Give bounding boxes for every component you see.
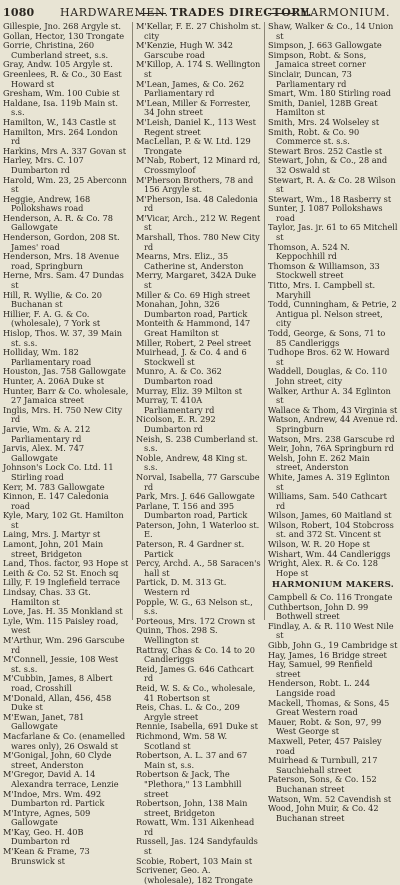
directory-entry: Heggie, Andrew, 168 Pollokshaws road [3, 193, 91, 214]
directory-entry: Johnson's Lock Co. Ltd. 11 Stirling road [3, 462, 114, 482]
directory-entry: Robertson & Jack, The "Plethora," 13 Lambhill street [136, 769, 242, 799]
directory-entry: Monahan, John, 326 Dumbarton road, Partick [136, 299, 248, 319]
directory-entry: Laing, Mrs. J. Martyr st [3, 529, 101, 540]
directory-entry: Lindsay, Chas. 33 Gt. Hamilton st [3, 587, 91, 607]
directory-entry: Henderson, Gordon, 208 St. James' road [3, 232, 120, 252]
directory-entry: Harkins, Mrs A. 337 Govan st [3, 145, 126, 156]
directory-entry: Titto, Mrs. I. Campbell st. Maryhill [268, 280, 376, 300]
directory-entry: Paterson, John, 1 Waterloo st. E. [136, 519, 260, 540]
directory-entry: Paterson, Sons, & Co. 152 Buchanan street [268, 774, 377, 794]
directory-entry: Hay, Samuel, 99 Renfield street [268, 659, 373, 679]
directory-entry: Hay, James, 16 Bridge street [268, 649, 387, 660]
directory-entry: Stewart, John, & Co., 28 and 32 Oswald st [268, 155, 388, 175]
directory-entry: Inglis, Mrs. H. 750 New City rd [3, 404, 123, 425]
directory-entry: Sinclair, Duncan, 73 Parliamentary rd [268, 68, 352, 89]
directory-entry: Findlay, A. & R. 110 West Nile st [268, 620, 394, 641]
directory-entry: Thomson & Williamson, 33 Stockwell street [268, 260, 380, 281]
directory-entry: Gorrie, Christina, 260 Cumberland street, s.s. [3, 40, 109, 60]
directory-entry: Hislop, Thos. W. 37, 39 Main st. s.s. [3, 328, 123, 348]
directory-entry: Walker, Arthur A. 34 Eglinton st [268, 385, 391, 406]
directory-entry: Murray, Eliz. 39 Milton st [136, 385, 243, 396]
directory-entry: Williams, Sam. 540 Cathcart rd [268, 491, 387, 511]
directory-entry: Wilson, Robert, 104 Stobcross st. and 372 St. Vincent st [268, 519, 394, 540]
directory-entry: Stewart, Wm., 18 Rasberry st [268, 193, 392, 204]
directory-entry: Nicolson, E. R. 292 Dumbarton rd [136, 414, 216, 434]
directory-entry: Hillier, F. A. G. & Co. (wholesale), 7 York st [3, 308, 101, 329]
directory-entry: Sunter, J. 1087 Pollokshaws road [268, 203, 383, 223]
directory-entry: Smith, Daniel, 128B Great Hamilton st [268, 97, 378, 118]
directory-entry: M'Gregor, David A. 14 Alexandra terrace, Lenzie [3, 769, 119, 789]
directory-entry: Robertson, A. L. 37 and 67 Main st, s.s. [136, 750, 248, 770]
column-divider [264, 22, 265, 620]
directory-entry: Gillespie, Jno. 268 Argyle st. [3, 21, 121, 31]
directory-entry: Wishart, Wm. 44 Candleriggs [268, 548, 391, 559]
harmonium-listings [268, 593, 398, 823]
directory-entry: Watson, Andrew, 44 Avenue rd. Springburn [268, 414, 398, 434]
directory-entry: Reis, Chas. L. & Co., 209 Argyle street [136, 702, 240, 722]
directory-entry: Maxwell, Peter, 457 Paisley road [268, 735, 382, 756]
header-right-title: HARMONIUM. [300, 6, 391, 19]
directory-entry: Hunter, Barr & Co. wholesale, 27 Jamaica street [3, 385, 129, 406]
directory-entry: Paterson, R. 4 Gardner st. Partick [136, 539, 245, 559]
directory-entry: Taylor, Jas. jr. 61 to 65 Mitchell st [268, 222, 398, 243]
directory-entry: M'Donald, Allan, 456, 458 Duke st [3, 692, 112, 713]
directory-entry: M'Kellar, F. E. 27 Chisholm st. city [136, 21, 262, 41]
directory-entry: Simpson, Robt. & Sons, Jamaica street corner [268, 49, 367, 70]
directory-entry: Scrivener, Geo. A. (wholesale), 182 Trongate [136, 865, 253, 885]
directory-entry: Lilly, F. 19 Inglefield terrace [3, 577, 120, 588]
directory-entry: Rennie, Isabella, 691 Duke st [136, 721, 258, 732]
directory-entry: Shaw, Walker & Co., 14 Union st [268, 21, 394, 41]
header-left-title: HARDWAREMEN. [60, 6, 169, 19]
directory-entry: Todd, George, & Sons, 71 to 85 Candleriggs [268, 328, 386, 348]
directory-entry: Rattray, Chas & Co. 14 to 20 Candleriggs [136, 644, 255, 665]
directory-entry: Hunter, A. 206A Duke st [3, 375, 105, 386]
column-divider [132, 22, 133, 620]
column-3 [268, 22, 398, 823]
directory-entry: Greenlees, R. & Co., 30 East Howard st [3, 68, 122, 89]
directory-entry: M'Kenzie, Hugh W. 342 Garscube road [136, 40, 233, 60]
directory-entry: Watson, Mrs. 238 Garscube rd [268, 433, 395, 444]
directory-entry: Weir, John, 76A Springburn rd [268, 443, 394, 454]
directory-entry: Reid, James G. 646 Cathcart rd [136, 663, 254, 684]
directory-entry: M'Kay, Geo. H. 40B Dumbarton rd [3, 826, 84, 847]
directory-entry: Partick, D. M. 313 Gt. Western rd [136, 577, 227, 598]
directory-entry: Stewart, R. A. & Co. 28 Wilson st [268, 174, 396, 195]
header-center-title: TRADES DIRECTORY. [170, 6, 312, 19]
directory-entry: M'Kean & Frame, 73 Brunswick st [3, 846, 90, 866]
directory-entry: Parlane, T. 156 and 395 Dumbarton road, Partick [136, 500, 248, 521]
directory-entry: Popple, W. G., 63 Nelson st., s.s. [136, 596, 253, 617]
directory-entry: M'Gonigal, John, 60 Clyde street, Anderston [3, 750, 112, 770]
directory-entry: Kerr, M. 783 Gallowgate [3, 481, 105, 492]
directory-entry: Marshall, Thos. 780 New City rd [136, 232, 260, 252]
header-rule-right [268, 13, 296, 14]
directory-entry: Henderson, Robt. L. 244 Langside road [268, 678, 370, 698]
directory-entry: Campbell & Co. 116 Trongate [268, 592, 393, 603]
directory-entry: Jarvis, Alex. M. 747 Gallowgate [3, 443, 85, 463]
directory-entry: Tudhope Bros. 62 W. Howard st [268, 347, 390, 367]
page-header [0, 0, 400, 22]
directory-entry: M'Ewan, Janet, 781 Gallowgate [3, 711, 85, 732]
directory-entry: Wilson, James, 60 Maitland st [268, 510, 392, 521]
column-1 [3, 22, 129, 866]
directory-entry: M'Leish, Daniel K., 113 West Regent street [136, 116, 256, 137]
directory-entry: Leith & Co. 52 St. Enoch sq [3, 567, 119, 578]
directory-entry: M'Intyre, Agnes, 509 Gallowgate [3, 807, 91, 828]
directory-entry: Robertson, John, 138 Main street, Bridgeton [136, 798, 248, 818]
directory-entry: Gray, Andw. 105 Argyle st. [3, 59, 113, 70]
directory-entry: Thomson, A. 524 N. Keppochhill rd [268, 241, 350, 262]
directory-entry: Norval, Isabella, 77 Garscube rd [136, 471, 260, 492]
directory-entry: Herne, Mrs. Sam. 47 Dundas st [3, 270, 124, 291]
header-rule-left [140, 13, 166, 14]
directory-entry: Stewart Bros. 252 Castle st [268, 145, 383, 156]
directory-entry: Wilson, W. R. 20 Hope st [268, 539, 370, 550]
directory-entry: Porteous, Mrs. 172 Crown st [136, 615, 256, 626]
directory-entry: White, James A. 319 Eglinton st [268, 471, 390, 492]
directory-entry: Wood, John Muir, & Co. 42 Buchanan street [268, 803, 379, 823]
directory-entry: Rowatt, Wm. 131 Aikenhead rd [136, 817, 255, 837]
directory-entry: M'Killop, A. 174 S. Wellington st [136, 59, 261, 79]
directory-entry: Harley, Mrs. C. 107 Dumbarton rd [3, 155, 84, 175]
directory-entry: Simpson, J. 663 Gallowgate [268, 40, 382, 51]
directory-entry: Land, Thos. factor, 93 Hope st [3, 558, 129, 569]
directory-entry: M'Indoe, Mrs. Wm. 492 Dumbarton rd. Partick [3, 788, 105, 809]
directory-entry: Munro, A. & Co. 362 Dumbarton road [136, 366, 222, 386]
directory-entry: Lamont, John, 201 Main street, Bridgeton [3, 539, 104, 559]
directory-entry: Mearns, Mrs. Eliz., 35 Catherine st, Anderston [136, 251, 244, 271]
directory-entry: Jarvie, Wm. & A. 212 Parliamentary rd [3, 423, 91, 444]
directory-entry: M'Lean, Miller & Forrester, 34 John street [136, 97, 251, 118]
directory-entry: Henderson, Mrs. 18 Avenue road, Springburn [3, 251, 120, 271]
directory-entry: Haldane, Isa. 119b Main st. s.s. [3, 97, 118, 118]
directory-entry: Watson, Wm. 52 Cavendish st [268, 793, 392, 804]
directory-entry: Houston, Jas. 758 Gallowgate [3, 366, 126, 377]
directory-entry: Waddell, Douglas, & Co. 110 John street, city [268, 366, 388, 386]
directory-entry: Welsh, John E. 262 Main street, Anderston [268, 452, 370, 473]
directory-entry: M'Cubbin, James, 8 Albert road, Crosshill [3, 673, 113, 693]
hardwaremen-listings [268, 22, 398, 578]
directory-entry: Love, Jas. H. 35 Monkland st [3, 606, 123, 617]
directory-entry: Monteith & Hammond, 147 Great Hamilton st [136, 318, 251, 338]
directory-entry: Hamilton, W., 143 Castle st [3, 116, 116, 127]
directory-entry: Wright, Alex. R. & Co. 128 Hope st [268, 558, 378, 578]
directory-entry: Smart, Wm. 180 Stirling road [268, 88, 392, 99]
directory-entry: M'Nab, Robert, 12 Minard rd, Crossmyloof [136, 155, 261, 175]
directory-entry: M'Vicar, Arch., 212 W. Regent st [136, 212, 261, 233]
directory-entry: Gresham, Wm. 100 Cubie st [3, 88, 120, 99]
directory-entry: MacLellan, P. & W. Ltd. 129 Trongate [136, 136, 251, 156]
directory-entry: Muirhead & Turnbull, 217 Sauchiehall street [268, 755, 378, 775]
directory-entry: Mauer, Robt. & Son, 97, 99 West George st [268, 716, 382, 737]
directory-entry: Muirhead, J. & Co. 4 and 6 Stockwell st [136, 347, 247, 367]
directory-entry: Wallace & Thom, 43 Virginia st [268, 404, 398, 415]
directory-entry: Scobie, Robert, 103 Main st [136, 855, 253, 866]
directory-entry: Reid, W. S. & Co., wholesale, 41 Robertson st [136, 682, 256, 703]
directory-entry: Miller, Robert, 2 Peel street [136, 337, 252, 348]
directory-entry: Smith, Mrs. 24 Wolseley st [268, 116, 380, 127]
directory-entry: Merry, Margaret, 342A Duke st [136, 270, 257, 291]
directory-entry: Richmond, Wm. 58 W. Scotland st [136, 730, 228, 751]
directory-entry: M'Arthur, Wm. 296 Garscube rd [3, 635, 125, 655]
directory-entry: Holliday, Wm. 182 Parliamentary road [3, 347, 92, 367]
column-2 [136, 22, 262, 885]
directory-entry: Smith, Robt. & Co. 90 Commerce st. s.s. [268, 126, 360, 147]
directory-entry: Mackell, Thomas, & Sons, 45 Great Western road [268, 697, 390, 718]
directory-entry: Miller & Co. 69 High street [136, 289, 251, 300]
directory-entry: M'Lean, James, & Co. 262 Parliamentary rd [136, 78, 245, 99]
directory-entry: Percy, Archd. A., 58 Saracen's hall st [136, 558, 261, 578]
directory-entry: Quinn, Thos. 298 S. Wellington st [136, 625, 218, 645]
directory-entry: Kinnon, E. 147 Caledonia road [3, 491, 109, 511]
directory-entry: Cuthbertson, John D. 99 Bothwell street [268, 601, 369, 622]
directory-entry: Macfarlane & Co. (enamelled wares only), 26 Oswald st [3, 730, 126, 751]
section-heading: HARMONIUM MAKERS. [271, 580, 395, 591]
directory-entry: M'Connell, Jessie, 108 West st. s.s. [3, 654, 119, 674]
directory-entry: Kyle, Mary, 102 Gt. Hamilton st [3, 510, 124, 530]
directory-entry: Murray, T. 410A Parliamentary rd [136, 395, 215, 415]
directory-entry: Park, Mrs. J. 646 Gallowgate [136, 491, 255, 502]
directory-entry: Hamilton, Mrs. 264 London rd [3, 126, 118, 147]
directory-entry: Harold, Wm. 23, 25 Aberconn st [3, 174, 127, 195]
directory-entry: Henderson, A. R. & Co. 78 Gallowgate [3, 212, 113, 233]
directory-entry: Gollan, Hector, 130 Trongate [3, 30, 125, 41]
directory-entry: Russell, Jas. 124 Sandyfaulds st [136, 836, 258, 857]
page-number: 1080 [3, 6, 35, 19]
directory-entry: Hill, R. Wyllie, & Co. 20 Buchanan st [3, 289, 102, 310]
directory-entry: M'Pherson Brothers, 78 and 156 Argyle st. [136, 174, 254, 195]
directory-entry: Lyle, Wm. 115 Paisley road, west [3, 615, 119, 636]
directory-entry: M'Pherson, Isa. 48 Caledonia rd [136, 193, 258, 214]
directory-entry: Gibb, John G., 19 Cambridge st [268, 640, 398, 650]
directory-entry: Noble, Andrew, 48 King st. s.s. [136, 452, 248, 473]
directory-entry: Todd, Cunningham, & Petrie, 2 Antigua pl. Nelson street, city [268, 299, 397, 329]
directory-entry: Neish, S. 238 Cumberland st. s.s. [136, 433, 259, 454]
